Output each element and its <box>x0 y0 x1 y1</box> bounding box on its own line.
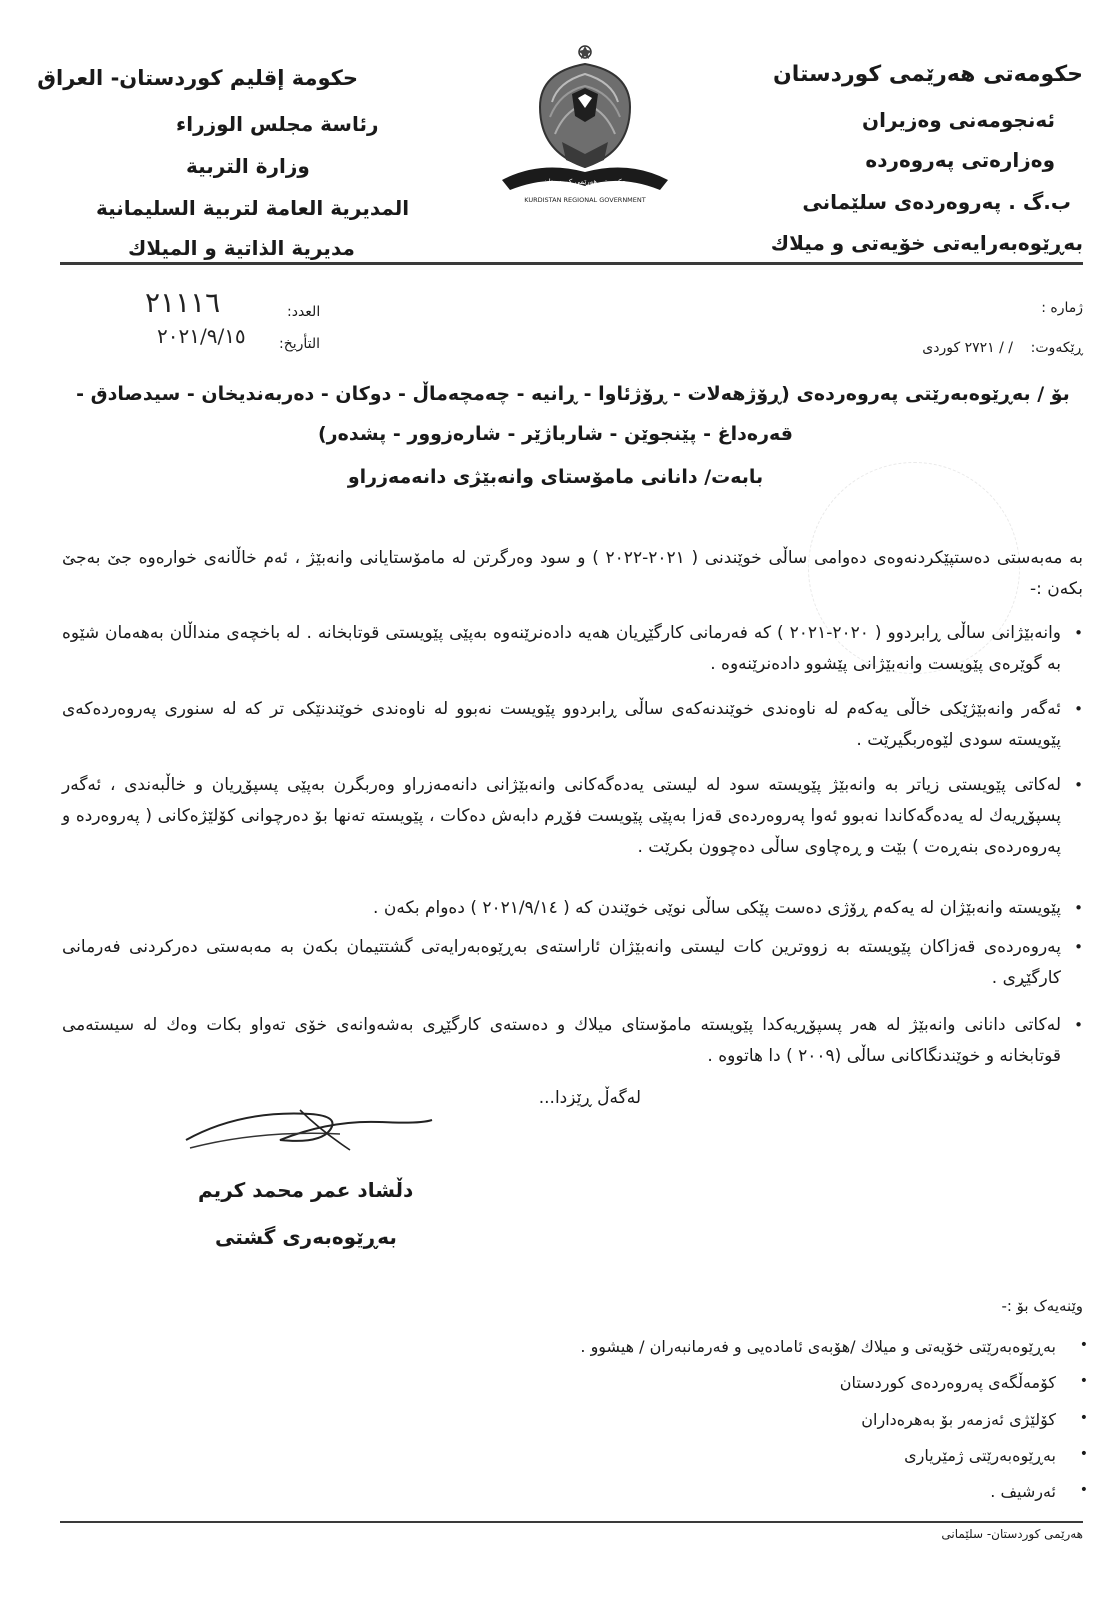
cc-item-text: ئەرشیف . <box>990 1482 1056 1501</box>
bullet-icon: • <box>1079 1373 1088 1389</box>
emblem-ku-text: حکومەتی هەرێمی کوردستان <box>543 178 627 186</box>
intro-paragraph: بە مەبەستی دەستپێکردنەوەی دەوامی ساڵی خوێندنی ( ٢٠٢١-٢٠٢٢ ) و سود وەرگرتن لە مامۆستایانی وانەبێژ ، ئەم خاڵانەی خوارەوە جێ بەجێ بکەن :- <box>62 548 1083 599</box>
bullet-icon: • <box>1074 899 1083 917</box>
cc-item <box>904 1446 1088 1465</box>
kurdish-council: ئەنجومەنی وەزیران <box>862 108 1055 132</box>
cc-item-text: کۆمەڵگەی پەروەردەی کوردستان <box>839 1373 1056 1392</box>
krg-emblem-icon <box>500 42 670 212</box>
list-item <box>62 893 1083 924</box>
list-item-text: پێویستە وانەبێژان لە یەکەم ڕۆژی دەست پێکی ساڵی نوێی خوێندن کە ( ٢٠٢١/٩/١٤ ) دەوام بکەن . <box>373 898 1061 918</box>
emblem-en-text: KURDISTAN REGIONAL GOVERNMENT <box>524 196 646 204</box>
cc-heading: وێنەیەک بۆ :- <box>1001 1297 1083 1315</box>
closing-regards: لەگەڵ ڕێزدا... <box>538 1088 641 1108</box>
cc-item <box>861 1410 1088 1429</box>
list-item <box>62 694 1083 756</box>
arabic-ministry: وزارة التربية <box>186 154 310 178</box>
signatory-name: دڵشاد عمر محمد كريم <box>198 1178 414 1202</box>
bullet-icon: • <box>1079 1410 1088 1426</box>
number-label: العدد: <box>287 304 321 320</box>
date-label-ku: ڕێکەوت: <box>1030 340 1083 356</box>
bullet-icon: • <box>1079 1482 1088 1498</box>
list-item-text: وانەبێژانی ساڵی ڕابردوو ( ٢٠٢٠-٢٠٢١ ) کە فەرمانی کارگێڕیان هەیە دادەنرێنەوە بەپێی پێویستی قوتابخانە . لە باخچەی منداڵان بەهەمان شێوە بە گوێرەی پێویست وانەبێژانی پێشوو دادەنرێنەوە . <box>62 623 1062 674</box>
list-item <box>62 618 1083 680</box>
kurdish-directorate: ب.گ . پەروەردەی سلێمانی <box>802 190 1071 214</box>
date-handwritten: ٢٠٢١/٩/١٥ <box>157 324 246 348</box>
cc-item-text: بەڕێوەبەرێتی خۆیەتی و میلاك /هۆبەی ئامادەیی و فەرمانبەران / هیشوو . <box>580 1337 1056 1356</box>
kurdish-gov-title: حکومەتی هەرێمی کوردستان <box>773 62 1083 87</box>
cc-item <box>839 1373 1088 1392</box>
arabic-council: رئاسة مجلس الوزراء <box>176 112 379 136</box>
list-item-text: پەروەردەی قەزاکان پێویستە بە زووترین کات لیستی وانەبێژان ئاراستەی بەڕێوەبەرایەتی گشتتیمان بکەن بە مەبەستی دەرکردنی فەرمانی کارگێڕی . <box>62 937 1061 988</box>
list-item-text: ئەگەر وانەبێژێکی خاڵی یەکەم لە ناوەندی خوێندنەکەی ساڵی ڕابردوو پێویست نەبوو لە ناوەندی خوێندنێکی تر کە لە سنوری پەروەردەکەی پێویستە سودی لێوەربگیرێت . <box>62 699 1061 750</box>
meta-arabic <box>145 286 345 356</box>
list-item-text: لەکاتی دانانی وانەبێژ لە هەر پسپۆڕیەکدا پێویستە مامۆستای میلاك و دەستەی کارگێڕی بەشەوانەی خۆی تەواو بکات وەك لە سیستەمی قوتابخانە و خوێندنگاکانی ساڵی (٢٠٠٩ ) دا هاتووە . <box>62 1015 1061 1066</box>
header-divider <box>60 262 1083 265</box>
subject-line: بابەت/ دانانی مامۆستای وانەبێژی دانەمەزراو <box>347 466 764 488</box>
number-handwritten: ٢١١١٦ <box>145 286 221 319</box>
cc-item-text: بەڕێوەبەرێتی ژمێریاری <box>904 1446 1056 1465</box>
cc-item <box>990 1482 1088 1501</box>
bullet-icon: • <box>1074 700 1083 718</box>
ref-label-ku: ژمارە : <box>1041 300 1083 316</box>
address-line-1: بۆ / بەڕێوەبەرێتی پەروەردەی (ڕۆژهەلات - ڕۆژئاوا - ڕانیە - چەمچەماڵ - دوکان - دەربەندیخان - سیدصادق - <box>76 383 1070 405</box>
bullet-icon: • <box>1074 1016 1083 1034</box>
arabic-gov-title: حكومة إقليم كوردستان- العراق <box>37 66 358 90</box>
cc-item <box>580 1337 1088 1356</box>
footer-divider <box>60 1521 1083 1523</box>
kurdish-department: بەڕێوەبەرایەتی خۆیەتی و میلاك <box>770 231 1083 255</box>
list-item-text: لەکاتی پێویستی زیاتر بە وانەبێژ پێویستە سود لە لیستی یەدەگەکانی وانەبێژانی دانەمەزراو وەربگرن بەپێی پسپۆڕیان و خاڵبەندی ، ئەگەر پسپۆڕیەك لە یەدەگەکاندا نەبوو ئەوا پەروەردەی قەزا بەپێی پێویست فۆڕم دابەش دەکات ، پێویستە تەنها بۆ دەرچوانی کۆلێژەکانی ( پەروەردە و پەروەردەی بنەڕەت ) بێت و ڕەچاوی ساڵی دەچوون بکرێت . <box>62 775 1061 857</box>
signature-scribble <box>180 1100 440 1170</box>
bullet-icon: • <box>1074 776 1083 794</box>
bullet-icon: • <box>1074 938 1083 956</box>
bullet-icon: • <box>1079 1337 1088 1353</box>
bullet-icon: • <box>1074 624 1083 642</box>
bullet-icon: • <box>1079 1446 1088 1462</box>
list-item <box>62 770 1083 863</box>
cc-item-text: کۆلێژی ئەزمەر بۆ بەهرەداران <box>861 1410 1056 1429</box>
date-value-ku: / / ٢٧٢١ کوردی <box>922 340 1013 356</box>
signatory-title: بەڕێوەبەری گشتی <box>215 1225 397 1249</box>
list-item <box>62 1010 1083 1072</box>
list-item <box>62 932 1083 994</box>
date-label: التأريخ: <box>279 336 321 352</box>
arabic-directorate: المديرية العامة لتربية السليمانية <box>96 196 410 220</box>
arabic-department: مديرية الذاتية و الميلاك <box>128 236 355 260</box>
footer-text: هەرێمی کوردستان- سلێمانی <box>941 1527 1083 1541</box>
address-line-2: قەرەداغ - پێنجوێن - شارباژێر - شارەزوور - پشدەر) <box>318 423 793 445</box>
kurdish-ministry: وەزارەتی پەروەردە <box>865 148 1055 172</box>
